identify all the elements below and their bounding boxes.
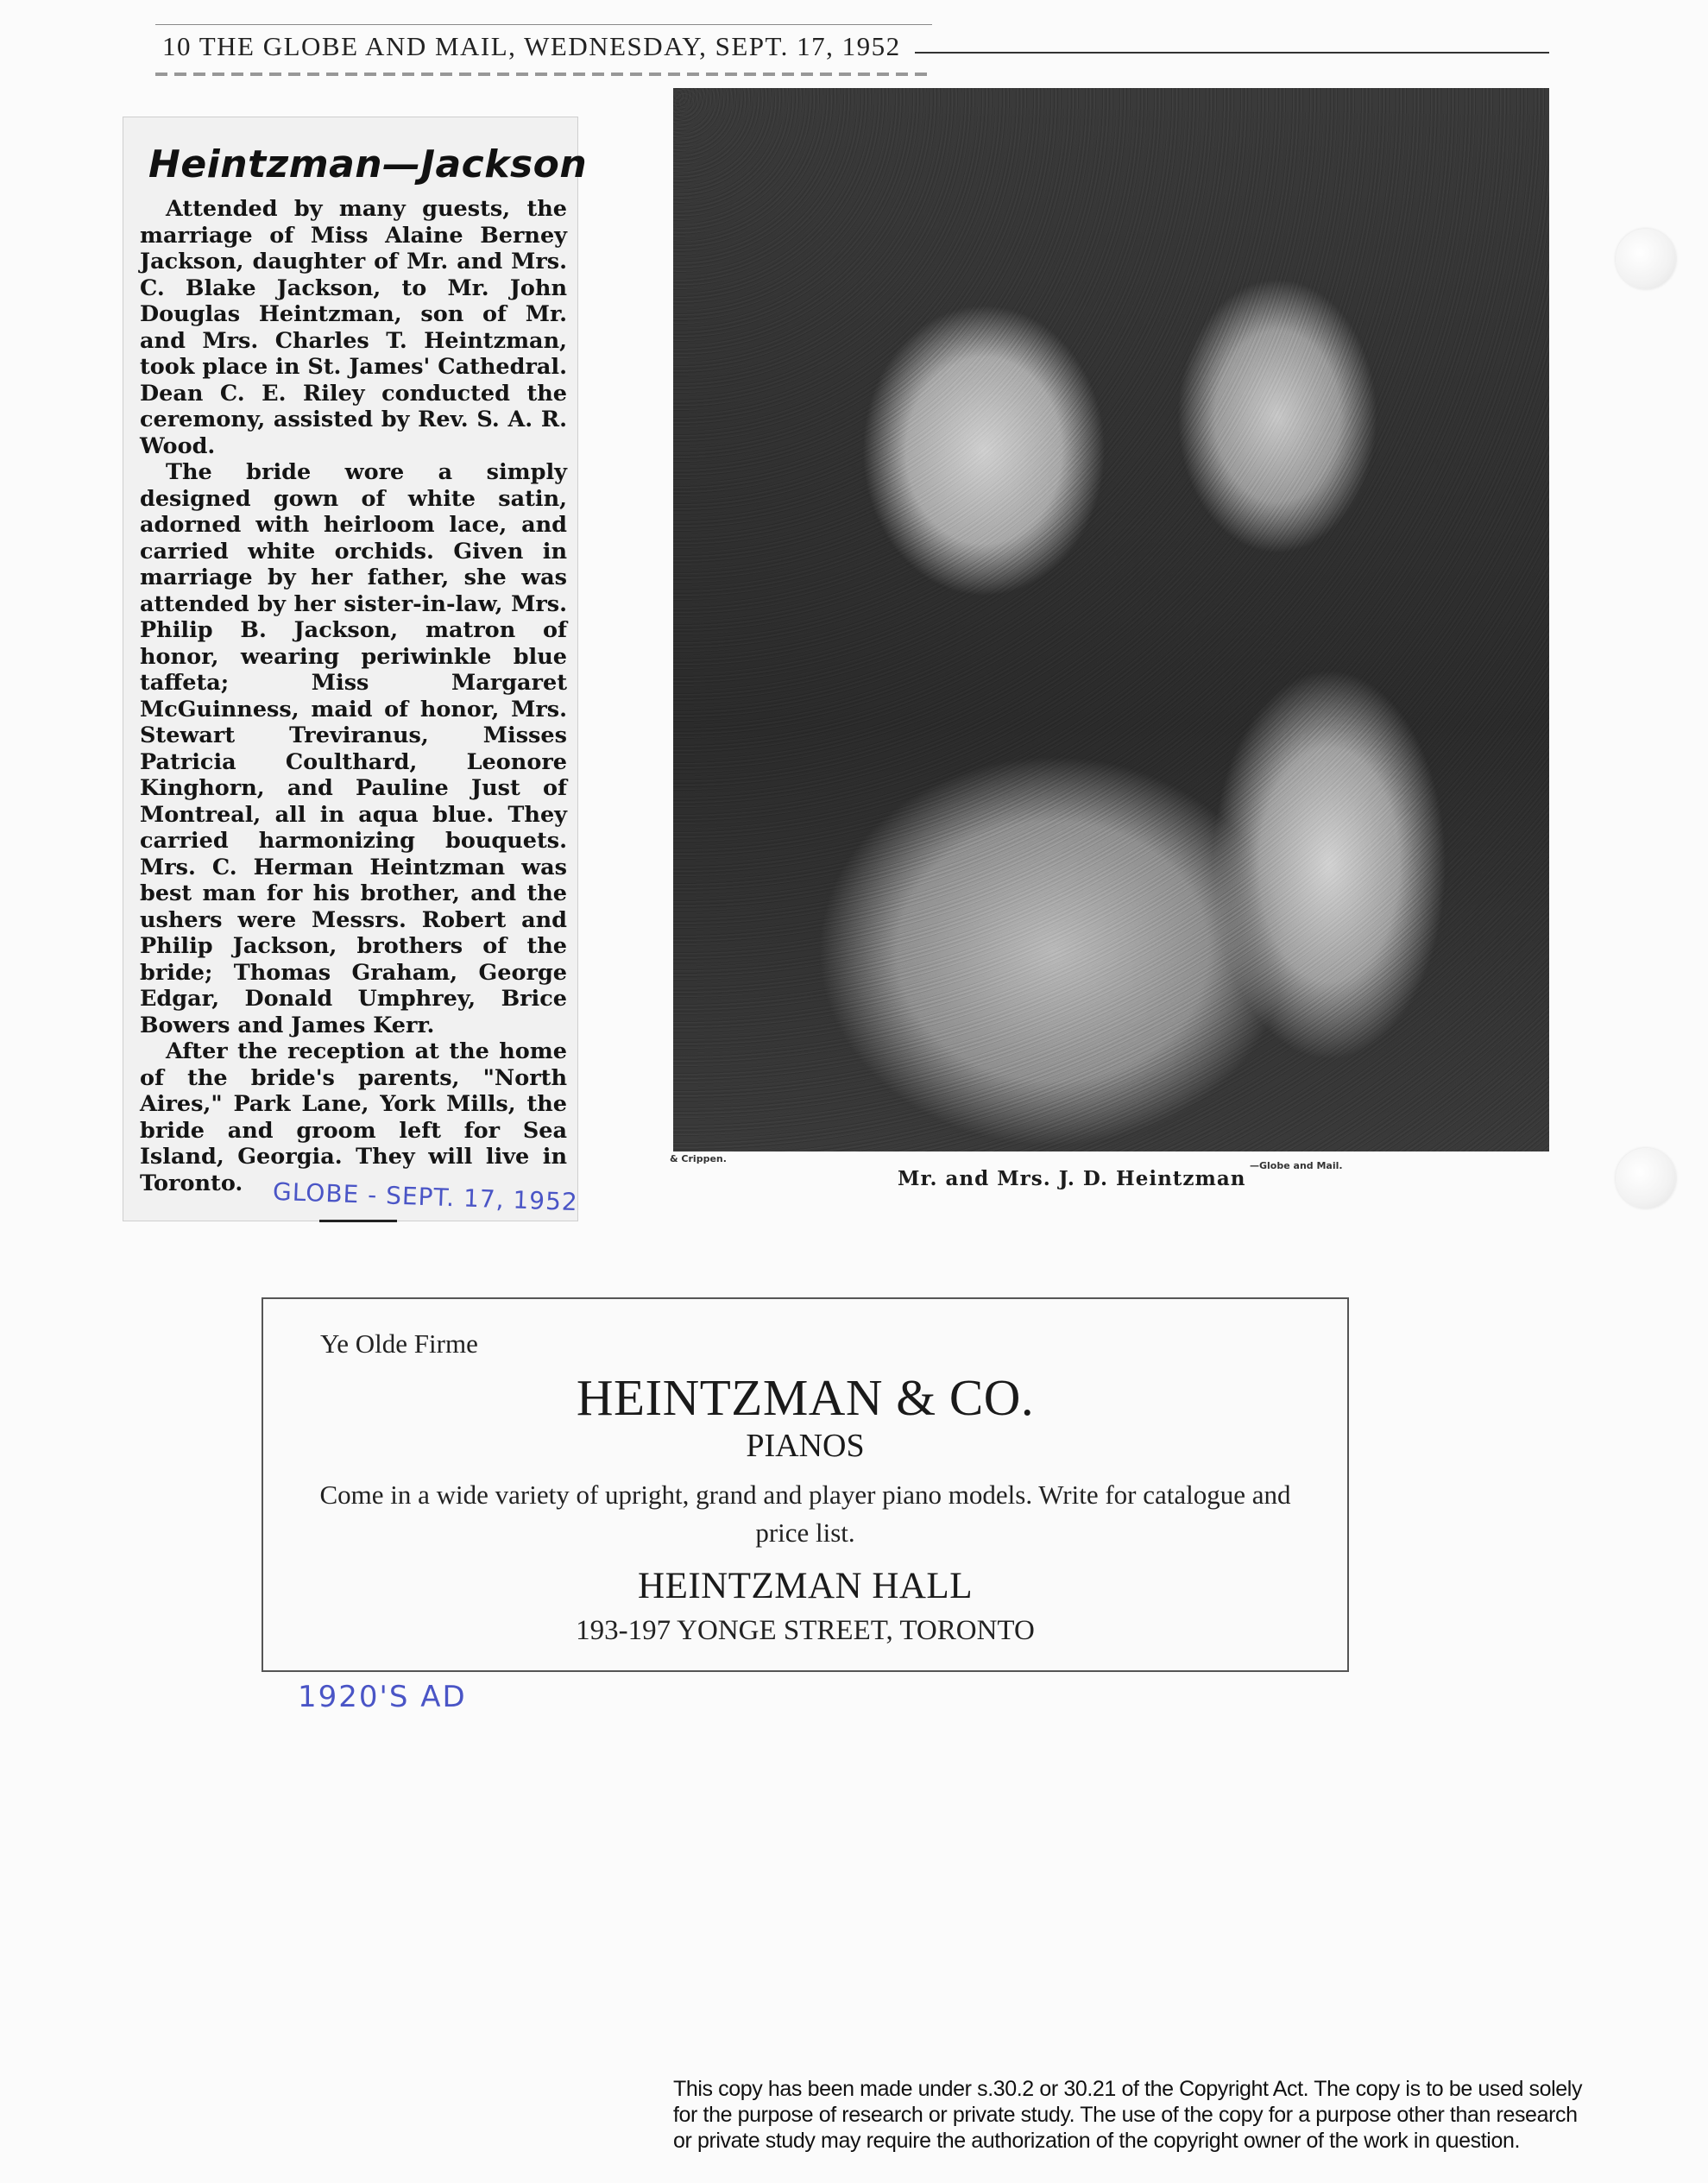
article-end-rule <box>319 1220 397 1222</box>
wedding-photo <box>673 88 1549 1151</box>
handwritten-clipping-date: GLOBE - SEPT. 17, 1952 <box>272 1177 579 1217</box>
photo-credit-right: —Globe and Mail. <box>1250 1160 1343 1171</box>
masthead-underline <box>155 73 932 76</box>
newspaper-masthead <box>155 24 1549 76</box>
binder-punch-hole <box>1616 1148 1676 1208</box>
ad-company-name: HEINTZMAN & CO. <box>576 1369 1035 1426</box>
copyright-line: for the purpose of research or private study. The use of the copy for a purpose other than research <box>673 2103 1578 2127</box>
masthead-top-rule <box>155 24 932 25</box>
ad-product: PIANOS <box>746 1428 865 1464</box>
article-paragraph: Attended by many guests, the marriage of Miss Alaine Berney Jackson, daughter of Mr. and Mrs. C. Blake Jackson, to Mr. John Douglas Heintzman, son of Mr. and Mrs. Charles T. Heintzman, took place in St. James' Cathedral. Dean C. E. Riley conducted the ceremony, assisted by Rev. S. A. R. Wood. <box>140 196 567 459</box>
piano-advertisement <box>262 1297 1349 1672</box>
copyright-notice <box>673 2076 1687 2154</box>
photo-caption: Mr. and Mrs. J. D. Heintzman <box>898 1167 1246 1190</box>
article-paragraph: The bride wore a simply designed gown of white satin, adorned with heirloom lace, and carried white orchids. Given in marriage by her father, she was attended by her sister-in-law, Mrs. Philip B. Jackson, matron of honor, wearing periwinkle blue taffeta; Miss Margaret McGuinness, maid of honor, Mrs. Stewart Treviranus, Misses Patricia Coulthard, Leonore Kinghorn, and Pauline Just of Montreal, all in aqua blue. They carried harmonizing bouquets. Mrs. C. Herman Heintzman was best man for his brother, and the ushers were Messrs. Robert and Philip Jackson, brothers of the bride; Thomas Graham, George Edgar, Donald Umphrey, Brice Bowers and James Kerr. <box>140 459 567 1038</box>
photo-credit-left: & Crippen. <box>670 1153 727 1164</box>
ad-tagline: Ye Olde Firme <box>320 1328 478 1359</box>
copyright-line: This copy has been made under s.30.2 or 30.21 of the Copyright Act. The copy is to be used solely <box>673 2077 1583 2101</box>
masthead-text: 10 THE GLOBE AND MAIL, WEDNESDAY, SEPT. 17, 1952 <box>162 31 901 61</box>
article-body <box>140 196 567 1196</box>
ad-hall-name: HEINTZMAN HALL <box>638 1566 973 1606</box>
article-paragraph: After the reception at the home of the bride's parents, "North Aires," Park Lane, York Mills, the bride and groom left for Sea Island, Georgia. They will live in Toronto. <box>140 1038 567 1196</box>
binder-punch-hole <box>1616 229 1676 289</box>
handwritten-ad-note: 1920'S AD <box>298 1680 467 1714</box>
ad-description: Come in a wide variety of upright, grand and player piano models. Write for catalogue and price list. <box>319 1480 1291 1548</box>
wedding-article-clipping <box>123 117 588 1221</box>
ad-address: 193-197 YONGE STREET, TORONTO <box>576 1615 1035 1646</box>
photo-halftone-texture <box>673 88 1549 1151</box>
masthead-rule <box>915 52 1549 54</box>
copyright-line: or private study may require the authorization of the copyright owner of the work in question. <box>673 2129 1521 2153</box>
article-headline: Heintzman—Jackson <box>148 142 588 186</box>
